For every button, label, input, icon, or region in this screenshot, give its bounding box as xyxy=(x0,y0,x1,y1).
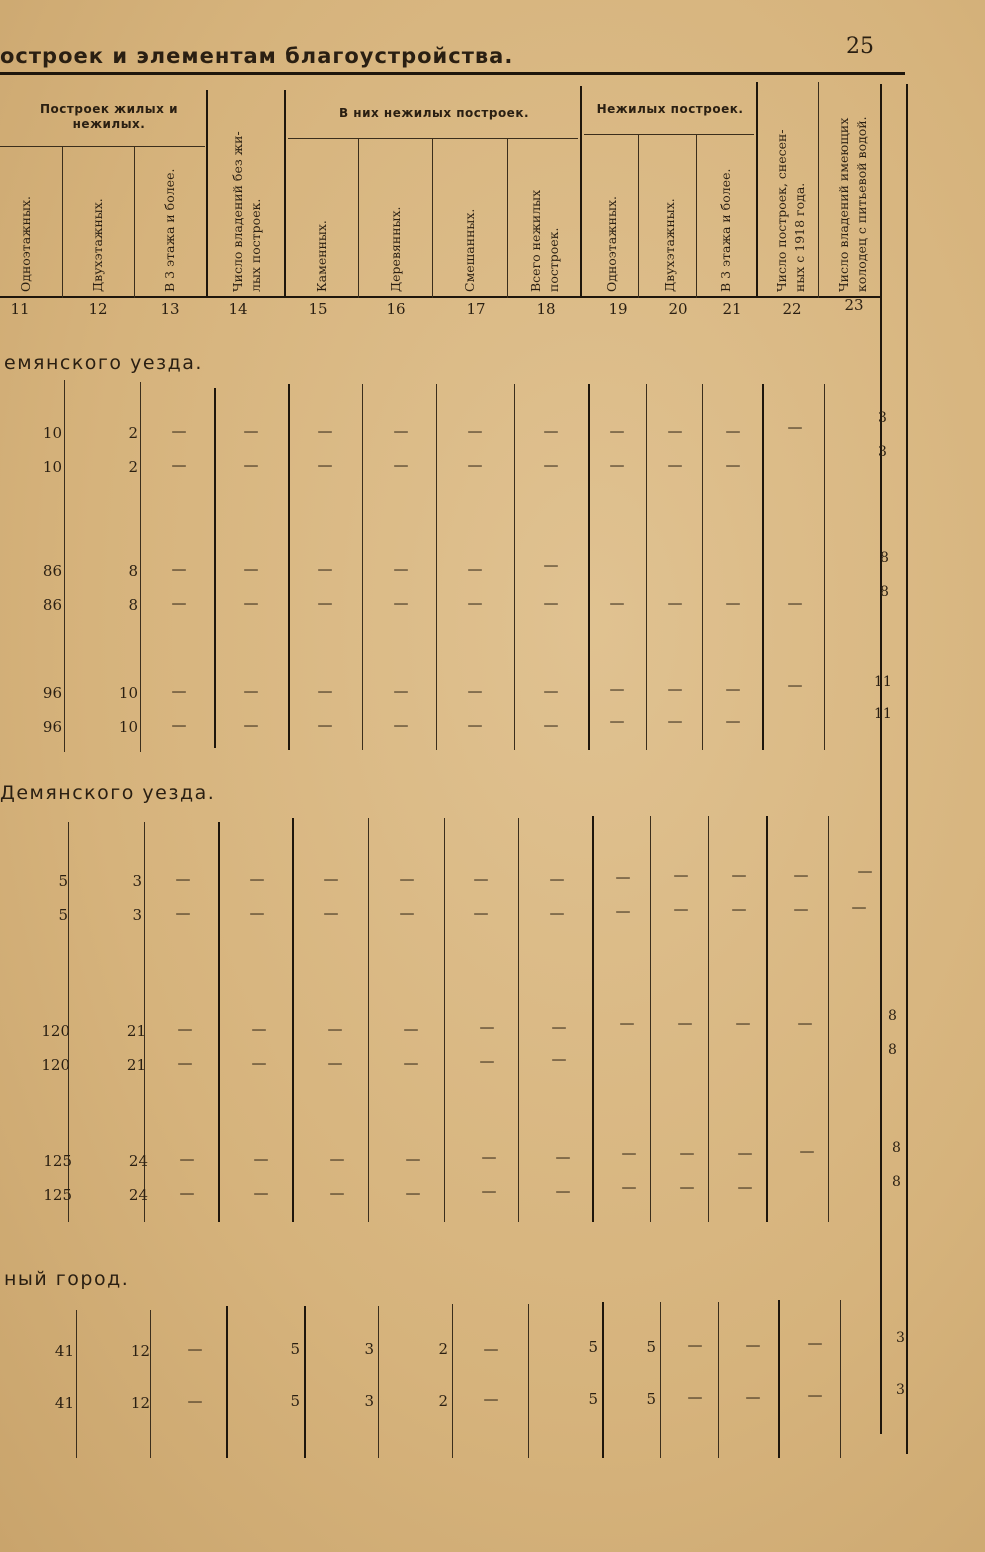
cell-dash: — xyxy=(543,594,559,612)
cell-c11: 125 xyxy=(43,1152,72,1170)
cell-dash: — xyxy=(543,556,559,574)
col-rule xyxy=(514,384,515,750)
section-title: емянского уезда. xyxy=(4,352,203,374)
cell-dash: — xyxy=(725,422,741,440)
cell-dash: — xyxy=(253,1150,269,1168)
cell-dash: — xyxy=(543,682,559,700)
hdr-sep xyxy=(638,134,639,298)
cell-dash: — xyxy=(543,422,559,440)
cell-c17: 2 xyxy=(438,1392,448,1410)
cell-c23: 3 xyxy=(896,1330,905,1346)
cell-dash: — xyxy=(243,422,259,440)
cell-c11: 5 xyxy=(58,872,68,890)
cell-dash: — xyxy=(737,1178,753,1196)
cell-dash: — xyxy=(467,560,483,578)
cell-dash: — xyxy=(467,682,483,700)
cell-dash: — xyxy=(609,712,625,730)
cell-dash: — xyxy=(479,1018,495,1036)
col-header-18b: построек. xyxy=(546,227,561,292)
cell-dash: — xyxy=(467,594,483,612)
cell-c19: 5 xyxy=(588,1390,598,1408)
cell-c16: 3 xyxy=(364,1340,374,1358)
cell-c11: 86 xyxy=(42,562,62,580)
hdr-sep xyxy=(432,138,433,298)
col-rule xyxy=(588,384,590,750)
cell-dash: — xyxy=(857,862,873,880)
cell-c23: 8 xyxy=(892,1174,901,1190)
col-header-16: Деревянных. xyxy=(388,206,403,292)
cell-c12: 24 xyxy=(128,1152,148,1170)
cell-dash: — xyxy=(467,422,483,440)
cell-dash: — xyxy=(609,680,625,698)
cell-dash: — xyxy=(787,594,803,612)
cell-c11: 120 xyxy=(41,1056,70,1074)
cell-dash: — xyxy=(179,1150,195,1168)
cell-c12: 12 xyxy=(130,1342,150,1360)
cell-dash: — xyxy=(731,866,747,884)
cell-dash: — xyxy=(481,1148,497,1166)
cell-dash: — xyxy=(317,594,333,612)
col-rule xyxy=(444,818,445,1222)
cell-c15: 5 xyxy=(290,1392,300,1410)
col-header-20: Двухэтажных. xyxy=(662,198,677,292)
hdr-sep xyxy=(696,134,697,298)
cell-dash: — xyxy=(171,456,187,474)
cell-dash: — xyxy=(687,1388,703,1406)
cell-dash: — xyxy=(187,1340,203,1358)
cell-dash: — xyxy=(667,680,683,698)
cell-dash: — xyxy=(399,904,415,922)
cell-dash: — xyxy=(171,594,187,612)
col-rule xyxy=(518,818,519,1222)
cell-dash: — xyxy=(543,456,559,474)
page-number: 25 xyxy=(846,34,874,59)
col-number: 13 xyxy=(160,300,180,318)
col-header-15: Каменных. xyxy=(314,220,329,292)
col-rule xyxy=(840,1300,841,1458)
cell-dash: — xyxy=(251,1054,267,1072)
cell-dash: — xyxy=(179,1184,195,1202)
cell-dash: — xyxy=(327,1020,343,1038)
group-header-buildings: Построек жилых и нежилых. xyxy=(40,102,178,131)
group-underline-3 xyxy=(584,134,754,135)
cell-dash: — xyxy=(403,1020,419,1038)
cell-dash: — xyxy=(555,1148,571,1166)
cell-dash: — xyxy=(667,712,683,730)
cell-c12: 21 xyxy=(126,1022,146,1040)
col-number: 11 xyxy=(10,300,30,318)
col-rule xyxy=(436,384,437,750)
cell-dash: — xyxy=(725,456,741,474)
cell-dash: — xyxy=(615,868,631,886)
col-header-23a: Число владений имеющих xyxy=(836,117,851,292)
hdr-sep xyxy=(62,146,63,298)
cell-c11: 10 xyxy=(42,458,62,476)
cell-dash: — xyxy=(745,1336,761,1354)
cell-dash: — xyxy=(483,1340,499,1358)
cell-dash: — xyxy=(243,594,259,612)
cell-dash: — xyxy=(393,560,409,578)
col-rule xyxy=(762,384,764,750)
cell-dash: — xyxy=(797,1014,813,1032)
col-rule xyxy=(828,816,829,1222)
col-header-22a: Число построек, снесен- xyxy=(774,129,789,292)
col-header-13: В 3 этажа и более. xyxy=(162,168,177,292)
cell-dash: — xyxy=(667,456,683,474)
cell-dash: — xyxy=(609,594,625,612)
cell-dash: — xyxy=(393,682,409,700)
cell-dash: — xyxy=(787,676,803,694)
cell-dash: — xyxy=(619,1014,635,1032)
col-number: 21 xyxy=(722,300,742,318)
cell-dash: — xyxy=(171,716,187,734)
cell-c12: 2 xyxy=(128,458,138,476)
cell-c23: 8 xyxy=(880,584,889,600)
cell-dash: — xyxy=(609,456,625,474)
cell-dash: — xyxy=(615,902,631,920)
cell-dash: — xyxy=(679,1178,695,1196)
cell-dash: — xyxy=(793,866,809,884)
group-header-nonresidential: Нежилых построек. xyxy=(596,102,744,116)
col-rule xyxy=(708,816,709,1222)
cell-dash: — xyxy=(621,1144,637,1162)
cell-c23: 11 xyxy=(874,706,892,722)
cell-c12: 21 xyxy=(126,1056,146,1074)
cell-dash: — xyxy=(799,1142,815,1160)
cell-c23: 3 xyxy=(878,410,887,426)
cell-c12: 3 xyxy=(132,872,142,890)
cell-dash: — xyxy=(393,594,409,612)
col-rule xyxy=(528,1304,529,1458)
col-header-19: Одноэтажных. xyxy=(604,196,619,292)
cell-dash: — xyxy=(187,1392,203,1410)
col-rule xyxy=(362,384,363,750)
cell-dash: — xyxy=(551,1050,567,1068)
col-rule xyxy=(602,1302,604,1458)
col-header-22b: ных с 1918 года. xyxy=(792,182,807,292)
cell-dash: — xyxy=(549,904,565,922)
cell-dash: — xyxy=(621,1178,637,1196)
cell-dash: — xyxy=(317,716,333,734)
cell-dash: — xyxy=(807,1386,823,1404)
cell-dash: — xyxy=(253,1184,269,1202)
cell-dash: — xyxy=(673,866,689,884)
col-rule xyxy=(140,382,141,752)
cell-c23: 3 xyxy=(878,444,887,460)
col-rule xyxy=(650,816,651,1222)
col-header-18a: Всего нежилых xyxy=(528,189,543,292)
cell-c12: 24 xyxy=(128,1186,148,1204)
cell-dash: — xyxy=(667,594,683,612)
cell-dash: — xyxy=(329,1150,345,1168)
col-rule xyxy=(378,1306,379,1458)
col-rule xyxy=(288,384,290,750)
cell-dash: — xyxy=(725,594,741,612)
col-header-12: Двухэтажных. xyxy=(90,198,105,292)
cell-dash: — xyxy=(327,1054,343,1072)
col-rule xyxy=(452,1304,453,1458)
cell-dash: — xyxy=(609,422,625,440)
cell-dash: — xyxy=(243,682,259,700)
col-header-21: В 3 этажа и более. xyxy=(718,168,733,292)
cell-c11: 41 xyxy=(54,1342,74,1360)
cell-dash: — xyxy=(249,904,265,922)
cell-dash: — xyxy=(737,1144,753,1162)
cell-dash: — xyxy=(175,904,191,922)
cell-dash: — xyxy=(807,1334,823,1352)
col-rule xyxy=(646,384,647,750)
col-rule xyxy=(214,388,216,748)
hdr-sep xyxy=(756,82,758,298)
col-header-14b: лых построек. xyxy=(248,198,263,292)
col-rule xyxy=(824,384,825,750)
col-number: 12 xyxy=(88,300,108,318)
col-number: 17 xyxy=(466,300,486,318)
cell-dash: — xyxy=(399,870,415,888)
cell-dash: — xyxy=(745,1388,761,1406)
group-header-nonresidential-in: В них нежилых построек. xyxy=(338,106,530,120)
cell-dash: — xyxy=(667,422,683,440)
cell-dash: — xyxy=(483,1390,499,1408)
page-title: остроек и элементам благоустройства. xyxy=(0,44,514,68)
col-rule xyxy=(660,1302,661,1458)
cell-dash: — xyxy=(317,422,333,440)
cell-dash: — xyxy=(687,1336,703,1354)
cell-c20: 5 xyxy=(646,1390,656,1408)
cell-dash: — xyxy=(393,422,409,440)
cell-dash: — xyxy=(177,1020,193,1038)
col-header-11: Одноэтажных. xyxy=(18,196,33,292)
cell-c16: 3 xyxy=(364,1392,374,1410)
col-rule xyxy=(218,822,220,1222)
cell-dash: — xyxy=(323,904,339,922)
cell-dash: — xyxy=(243,456,259,474)
cell-c12: 8 xyxy=(128,596,138,614)
top-rule xyxy=(0,72,905,75)
cell-dash: — xyxy=(329,1184,345,1202)
col-rule xyxy=(702,384,703,750)
cell-c12: 3 xyxy=(132,906,142,924)
cell-c11: 120 xyxy=(41,1022,70,1040)
col-rule xyxy=(64,380,65,752)
col-rule xyxy=(718,1302,719,1458)
cell-dash: — xyxy=(679,1144,695,1162)
section-title: Демянского уезда. xyxy=(0,782,216,804)
cell-dash: — xyxy=(731,900,747,918)
cell-dash: — xyxy=(393,716,409,734)
col-number: 18 xyxy=(536,300,556,318)
col-number: 19 xyxy=(608,300,628,318)
cell-c11: 125 xyxy=(43,1186,72,1204)
cell-dash: — xyxy=(793,900,809,918)
col-header-23b: колодец с питьевой водой. xyxy=(854,116,869,292)
cell-c12: 8 xyxy=(128,562,138,580)
cell-dash: — xyxy=(249,870,265,888)
cell-dash: — xyxy=(317,560,333,578)
col-rule xyxy=(368,818,369,1222)
cell-c12: 10 xyxy=(118,684,138,702)
cell-c11: 41 xyxy=(54,1394,74,1412)
cell-c19: 5 xyxy=(588,1338,598,1356)
group-underline-2 xyxy=(288,138,578,139)
hdr-sep xyxy=(206,90,208,298)
col-rule xyxy=(76,1310,77,1458)
col-number: 22 xyxy=(782,300,802,318)
col-number: 14 xyxy=(228,300,248,318)
cell-dash: — xyxy=(171,560,187,578)
cell-dash: — xyxy=(243,716,259,734)
cell-dash: — xyxy=(177,1054,193,1072)
cell-dash: — xyxy=(467,456,483,474)
cell-c11: 5 xyxy=(58,906,68,924)
col-rule xyxy=(304,1306,306,1458)
col-number: 15 xyxy=(308,300,328,318)
col-rule xyxy=(292,818,294,1222)
col-number: 16 xyxy=(386,300,406,318)
cell-dash: — xyxy=(787,418,803,436)
cell-dash: — xyxy=(851,898,867,916)
right-border-outer xyxy=(906,84,908,1454)
col-number: 20 xyxy=(668,300,688,318)
hdr-sep xyxy=(507,138,508,298)
cell-dash: — xyxy=(725,680,741,698)
cell-c23: 11 xyxy=(874,674,892,690)
cell-dash: — xyxy=(405,1150,421,1168)
cell-c11: 86 xyxy=(42,596,62,614)
col-header-14a: Число владений без жи- xyxy=(230,131,245,292)
group-underline-1 xyxy=(0,146,205,147)
cell-dash: — xyxy=(317,456,333,474)
hdr-sep xyxy=(580,86,582,298)
cell-dash: — xyxy=(555,1182,571,1200)
right-border xyxy=(880,84,882,1434)
header-bottom-rule xyxy=(0,296,880,298)
cell-c23: 3 xyxy=(896,1382,905,1398)
cell-c23: 8 xyxy=(888,1008,897,1024)
cell-dash: — xyxy=(551,1018,567,1036)
hdr-sep xyxy=(818,82,819,298)
cell-c23: 8 xyxy=(892,1140,901,1156)
hdr-sep xyxy=(358,138,359,298)
cell-dash: — xyxy=(405,1184,421,1202)
cell-dash: — xyxy=(479,1052,495,1070)
col-header-17: Смешанных. xyxy=(462,208,477,292)
cell-dash: — xyxy=(323,870,339,888)
cell-c12: 10 xyxy=(118,718,138,736)
cell-dash: — xyxy=(467,716,483,734)
cell-dash: — xyxy=(393,456,409,474)
cell-dash: — xyxy=(543,716,559,734)
cell-dash: — xyxy=(677,1014,693,1032)
cell-c23: 8 xyxy=(880,550,889,566)
cell-dash: — xyxy=(243,560,259,578)
cell-c11: 10 xyxy=(42,424,62,442)
cell-dash: — xyxy=(317,682,333,700)
cell-dash: — xyxy=(403,1054,419,1072)
cell-c11: 96 xyxy=(42,718,62,736)
cell-c23: 8 xyxy=(888,1042,897,1058)
cell-dash: — xyxy=(171,682,187,700)
col-rule xyxy=(150,1310,151,1458)
cell-dash: — xyxy=(725,712,741,730)
cell-c12: 12 xyxy=(130,1394,150,1412)
cell-c11: 96 xyxy=(42,684,62,702)
cell-c17: 2 xyxy=(438,1340,448,1358)
cell-c15: 5 xyxy=(290,1340,300,1358)
section-title: ный город. xyxy=(4,1268,130,1290)
col-rule xyxy=(766,816,768,1222)
col-rule xyxy=(592,816,594,1222)
cell-dash: — xyxy=(735,1014,751,1032)
cell-dash: — xyxy=(171,422,187,440)
cell-dash: — xyxy=(175,870,191,888)
cell-dash: — xyxy=(673,900,689,918)
col-number: 23 xyxy=(844,296,864,314)
cell-dash: — xyxy=(549,870,565,888)
col-rule xyxy=(226,1306,228,1458)
col-rule xyxy=(778,1300,780,1458)
cell-dash: — xyxy=(481,1182,497,1200)
hdr-sep xyxy=(284,90,286,298)
cell-dash: — xyxy=(473,870,489,888)
cell-dash: — xyxy=(251,1020,267,1038)
cell-dash: — xyxy=(473,904,489,922)
cell-c12: 2 xyxy=(128,424,138,442)
cell-c20: 5 xyxy=(646,1338,656,1356)
hdr-sep xyxy=(134,146,135,298)
